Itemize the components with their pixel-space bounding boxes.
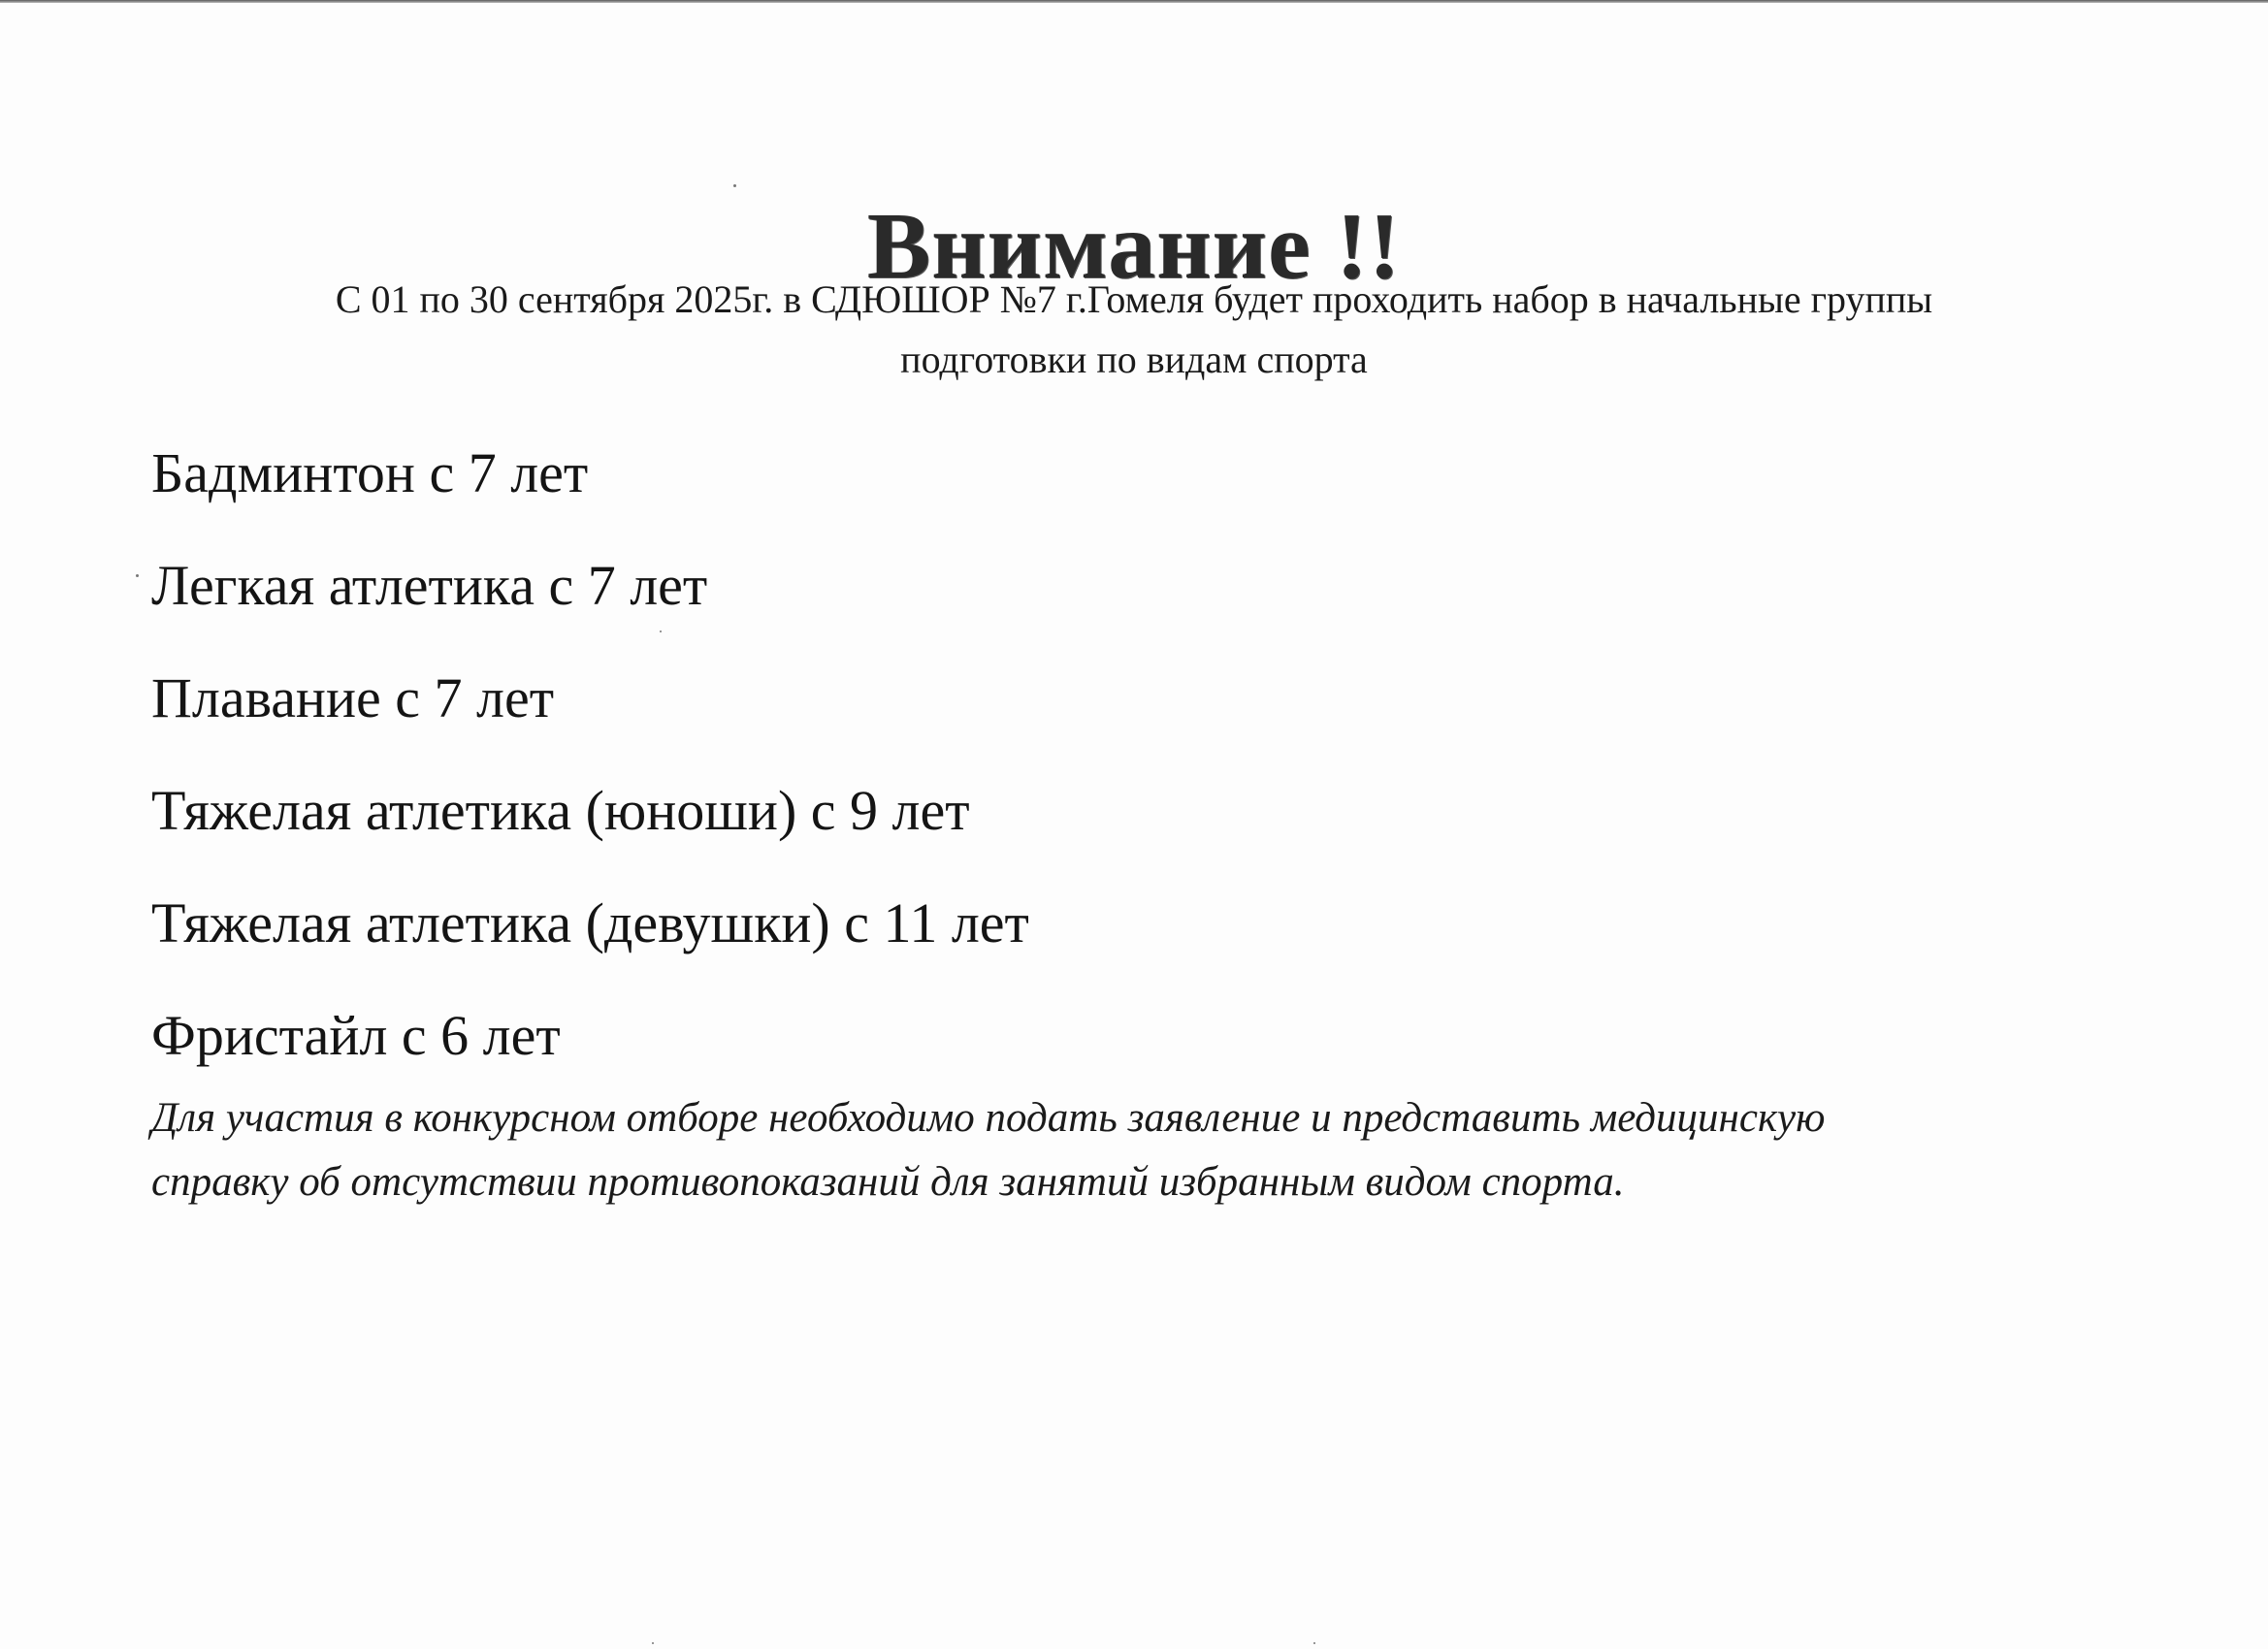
sport-item-weightlifting-boys: Тяжелая атлетика (юноши) с 9 лет xyxy=(151,779,970,842)
sport-item-weightlifting-girls: Тяжелая атлетика (девушки) с 11 лет xyxy=(151,891,1029,954)
scan-speck xyxy=(733,184,736,187)
sport-item-swimming: Плавание с 7 лет xyxy=(151,666,555,729)
sports-list xyxy=(151,417,1029,1092)
requirements-note xyxy=(151,1086,2188,1214)
note-line: Для участия в конкурсном отборе необходимо подать заявление и представить медицинскую xyxy=(151,1095,1826,1141)
sport-item-freestyle: Фристайл с 6 лет xyxy=(151,1004,561,1067)
scan-speck xyxy=(660,630,662,632)
scan-speck xyxy=(652,1642,654,1644)
notice-title: Внимание !! xyxy=(866,193,1402,299)
note-line: справку об отсутствии противопоказаний для занятий избранным видом спорта. xyxy=(151,1159,1625,1205)
sport-item-athletics: Легкая атлетика с 7 лет xyxy=(151,554,708,617)
scan-speck xyxy=(1313,1642,1315,1644)
sport-item-badminton: Бадминтон с 7 лет xyxy=(151,441,589,504)
scan-speck xyxy=(136,574,139,577)
intro-paragraph xyxy=(0,270,2268,390)
intro-line: С 01 по 30 сентября 2025г. в СДЮШОР №7 г.Гомеля будет проходить набор в начальные группы xyxy=(335,277,1933,321)
intro-line: подготовки по видам спорта xyxy=(900,338,1368,381)
